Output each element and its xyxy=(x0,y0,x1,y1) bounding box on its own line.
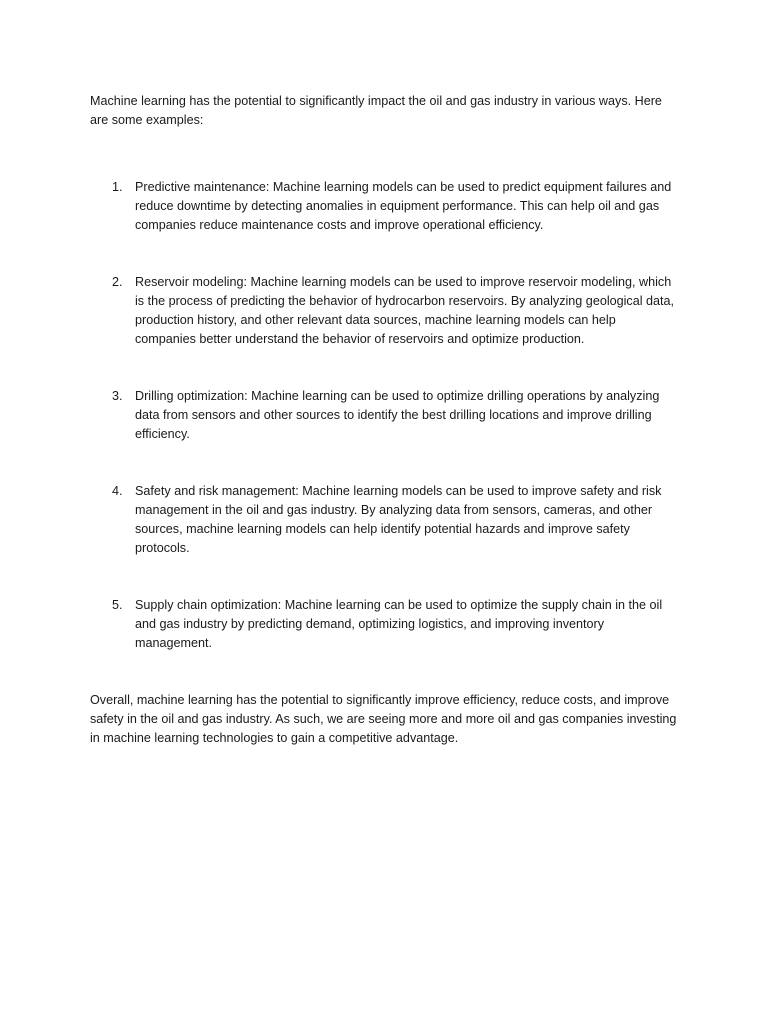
examples-list xyxy=(90,178,680,653)
list-item-number: 5. xyxy=(112,598,123,612)
list-item xyxy=(90,178,680,235)
list-item-number: 2. xyxy=(112,275,123,289)
list-item xyxy=(90,482,680,558)
list-item-text: Predictive maintenance: Machine learning models can be used to predict equipment failures and reduce downtime by detecting anomalies in equipment performance. This can help oil and gas companies reduce maintenance costs and improve operational efficiency. xyxy=(135,180,672,232)
list-item-text: Supply chain optimization: Machine learning can be used to optimize the supply chain in the oil and gas industry by predicting demand, optimizing logistics, and improving inventory management. xyxy=(135,598,663,650)
list-item-text: Reservoir modeling: Machine learning models can be used to improve reservoir modeling, which is the process of predicting the behavior of hydrocarbon reservoirs. By analyzing geological data, production history, and other relevant data sources, machine learning models can help companies better understand the behavior of reservoirs and optimize production. xyxy=(135,275,675,346)
list-item-number: 4. xyxy=(112,484,123,498)
list-item-number: 3. xyxy=(112,389,123,403)
list-item-number: 1. xyxy=(112,180,123,194)
list-item xyxy=(90,387,680,444)
intro-paragraph: Machine learning has the potential to significantly impact the oil and gas industry in various ways. Here are some examples: xyxy=(90,94,662,127)
list-item xyxy=(90,273,680,349)
list-item xyxy=(90,596,680,653)
list-item-text: Safety and risk management: Machine learning models can be used to improve safety and risk management in the oil and gas industry. By analyzing data from sensors, cameras, and other sources, machine learning models can help identify potential hazards and improve safety protocols. xyxy=(135,484,662,555)
list-item-text: Drilling optimization: Machine learning can be used to optimize drilling operations by analyzing data from sensors and other sources to identify the best drilling locations and improve drilling efficiency. xyxy=(135,389,660,441)
conclusion-paragraph: Overall, machine learning has the potential to significantly improve efficiency, reduce costs, and improve safety in the oil and gas industry. As such, we are seeing more and more oil and gas companies investing in machine learning technologies to gain a competitive advantage. xyxy=(90,693,677,745)
document-page xyxy=(90,92,680,748)
